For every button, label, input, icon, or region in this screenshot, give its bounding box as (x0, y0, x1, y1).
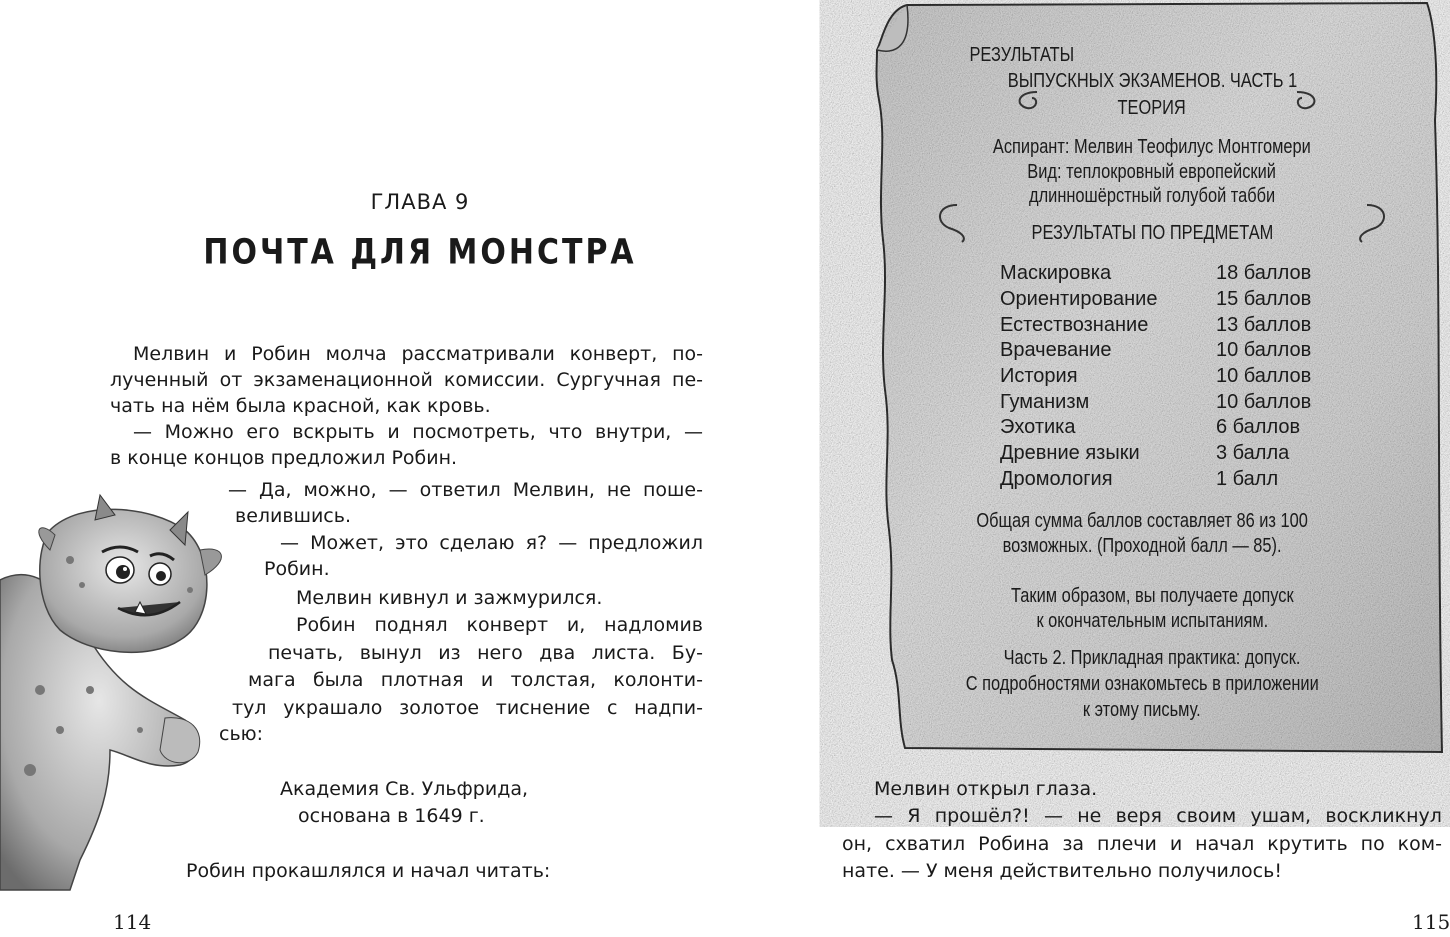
text-line: — Я прошёл?! — не веря своим ушам, воскликнул (874, 805, 1442, 827)
text-line: Робин поднял конверт и, надломив (296, 614, 703, 636)
applicant-line: Аспирант: Мелвин Теофилус Монтгомери (993, 136, 1311, 158)
subject-score: 15 баллов (1216, 288, 1312, 310)
subject-name: Маскировка (1000, 262, 1112, 284)
text-line: велившись. (235, 505, 351, 527)
text-line: Мелвин и Робин молча рассматривали конверт, по- (133, 343, 703, 365)
text-line: лученный от экзаменационной комиссии. Сургучная пе- (110, 369, 703, 391)
admit-line: к окончательным испытаниям. (1036, 610, 1268, 632)
part2-line: к этому письму. (1083, 699, 1201, 721)
subject-name: Ориентирование (1000, 288, 1158, 310)
text-line: Мелвин открыл глаза. (874, 778, 1098, 800)
scroll-heading: ВЫПУСКНЫХ ЭКЗАМЕНОВ. ЧАСТЬ 1 (1007, 70, 1297, 92)
monster-illustration (0, 490, 240, 890)
text-line: мага была плотная и толстая, колонти- (248, 669, 703, 691)
text-line: — Может, это сделаю я? — предложил (280, 532, 703, 554)
text-line: Робин. (264, 558, 330, 580)
chapter-number: ГЛАВА 9 (370, 190, 470, 214)
species-line: Вид: теплокровный европейский (1027, 161, 1277, 183)
text-line: он, схватил Робина за плечи и начал крутить по ком- (842, 833, 1442, 855)
text-line: нате. — У меня действительно получилось! (842, 860, 1282, 882)
subject-name: Врачевание (1000, 339, 1112, 361)
total-line: возможных. (Проходной балл — 85). (1002, 535, 1282, 557)
part2-line: Часть 2. Прикладная практика: допуск. (1003, 647, 1301, 669)
scroll-heading: ТЕОРИЯ (1117, 97, 1187, 119)
scroll-heading: РЕЗУЛЬТАТЫ (969, 44, 1075, 66)
text-line: чать на нём была красной, как кровь. (110, 395, 491, 417)
chapter-title: ПОЧТА ДЛЯ МОНСТРА (203, 232, 637, 273)
text-line: Академия Св. Ульфрида, (280, 778, 529, 800)
page-number: 114 (113, 910, 152, 934)
subject-score: 10 баллов (1216, 391, 1312, 413)
subject-name: Древние языки (1000, 442, 1140, 464)
subject-name: Гуманизм (1000, 391, 1090, 413)
left-page (0, 0, 722, 937)
part2-line: С подробностями ознакомьтесь в приложении (965, 673, 1319, 695)
right-page (722, 0, 1450, 937)
subject-score: 6 баллов (1216, 416, 1301, 438)
subject-score: 3 балла (1216, 442, 1290, 464)
subject-name: Дромология (1000, 468, 1113, 490)
subjects-heading: РЕЗУЛЬТАТЫ ПО ПРЕДМЕТАМ (1031, 222, 1273, 244)
page-number: 115 (1412, 910, 1450, 934)
text-line: — Можно его вскрыть и посмотреть, что внутри, — (133, 421, 703, 443)
text-line: Мелвин кивнул и зажмурился. (296, 587, 603, 609)
subject-score: 18 баллов (1216, 262, 1312, 284)
text-line: печать, вынул из него два листа. Бу- (268, 642, 703, 664)
subject-score: 10 баллов (1216, 339, 1312, 361)
text-line: — Да, можно, — ответил Мелвин, не поше- (228, 479, 703, 501)
subject-name: Эхотика (1000, 416, 1076, 438)
total-line: Общая сумма баллов составляет 86 из 100 (976, 510, 1308, 532)
subject-name: Естествознание (1000, 314, 1149, 336)
subject-score: 10 баллов (1216, 365, 1312, 387)
text-line: Робин прокашлялся и начал читать: (186, 860, 551, 882)
text-line: сью: (219, 723, 264, 745)
admit-line: Таким образом, вы получаете допуск (1010, 585, 1294, 607)
text-line: тул украшало золотое тиснение с надпи- (232, 697, 703, 719)
subject-score: 1 балл (1216, 468, 1279, 490)
subject-score: 13 баллов (1216, 314, 1312, 336)
text-line: основана в 1649 г. (298, 805, 485, 827)
species-line: длинношёрстный голубой табби (1028, 185, 1276, 207)
text-line: в конце концов предложил Робин. (110, 447, 458, 469)
subject-name: История (1000, 365, 1078, 387)
